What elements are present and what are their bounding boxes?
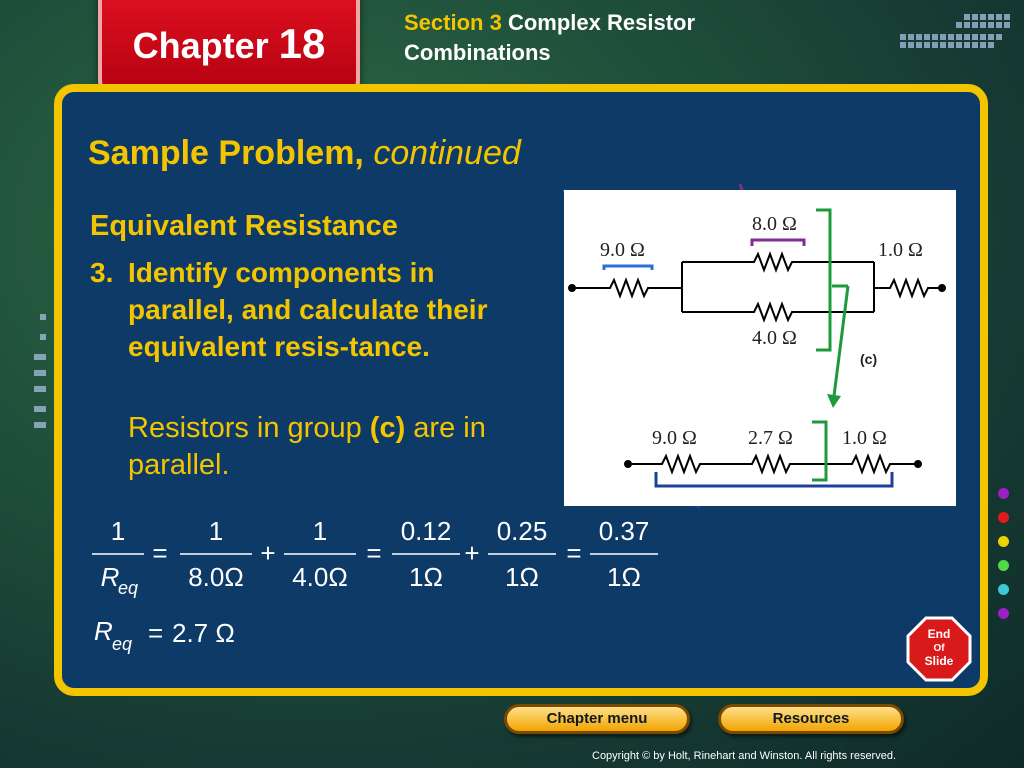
svg-text:=: = [366,538,382,568]
term5-numerator: 0.37 [598,516,650,546]
parallel-resistance-equation [90,512,690,602]
equivalent-resistance-heading: Equivalent Resistance [90,210,398,242]
lhs-numerator: 1 [110,516,126,546]
label-8ohm: 8.0 Ω [752,213,797,235]
purple-bracket [752,240,804,246]
term1-denominator: 8.0Ω [188,562,244,592]
group-c-note [128,410,568,484]
term4-denominator: 1Ω [505,562,539,592]
note-before: Resistors in group [128,412,362,444]
section-title-line1: Complex Resistor [507,10,696,35]
chapter-menu-button[interactable]: Chapter menu [504,704,690,734]
label-2-7ohm: 2.7 Ω [748,427,793,449]
svg-text:+: + [260,538,276,568]
label-4ohm: 4.0 Ω [752,327,797,349]
note-group: (c) [369,412,406,444]
term3-denominator: 1Ω [409,562,443,592]
bullet-yellow [998,536,1009,547]
slide-title [88,134,521,173]
chapter-number: 18 [278,20,326,67]
term3-numerator: 0.12 [400,516,452,546]
svg-text:+: + [464,538,480,568]
circuit-figure [564,190,956,506]
equivalent-resistance-result [94,612,294,656]
label-9ohm-bottom: 9.0 Ω [652,427,697,449]
series-resistor-chain [628,456,918,472]
label-9ohm-top: 9.0 Ω [600,239,645,261]
slide-title-continued: continued [373,134,521,172]
step-3-text [90,254,530,365]
label-group-c: (c) [860,351,878,367]
resources-button[interactable]: Resources [718,704,904,734]
slide-title-main: Sample Problem, [88,134,364,172]
svg-text:=: = [148,618,164,648]
lhs-denominator-var: R [100,562,120,592]
label-1ohm-bottom: 1.0 Ω [842,427,887,449]
result-sub: eq [112,634,133,654]
top-circuit [569,254,945,320]
resistor-1ohm-top [874,280,942,296]
left-dot-grid [34,314,50,434]
end-line2: Of [933,643,945,654]
resistor-8ohm [682,254,874,270]
section-title-line2: Combinations [404,40,551,65]
term1-numerator: 1 [208,516,224,546]
note-after: are in parallel. [128,412,486,481]
green-bracket-bottom [812,422,826,480]
term2-numerator: 1 [312,516,328,546]
bottom-circuit [625,456,921,472]
circuit-diagram [564,190,956,506]
svg-text:=: = [566,538,582,568]
bullet-purple-2 [998,608,1009,619]
end-of-slide-button[interactable] [906,616,972,682]
lhs-denominator-sub: eq [117,578,139,598]
label-1ohm-top: 1.0 Ω [878,239,923,261]
resistor-9ohm-top [572,280,682,296]
bullet-cyan [998,584,1009,595]
chapter-word: Chapter [132,25,269,66]
copyright-text: Copyright © by Holt, Rinehart and Winston. All rights reserved. [592,750,897,762]
term5-denominator: 1Ω [607,562,641,592]
end-line3: Slide [924,654,954,668]
top-right-dot-grid [900,14,1010,54]
result-var: R [94,616,113,646]
section-title [404,8,695,68]
bullet-red [998,512,1009,523]
bullet-purple [998,488,1009,499]
step-number: 3. [90,257,114,288]
bullet-green [998,560,1009,571]
step-body: Identify components in parallel, and calculate their equivalent resis-tance. [128,257,488,362]
svg-text:=: = [152,538,168,568]
term2-denominator: 4.0Ω [292,562,348,592]
green-pointer-arrow [834,286,848,396]
term4-numerator: 0.25 [496,516,548,546]
blue-bracket [604,266,652,270]
result-value: 2.7 Ω [172,618,235,648]
section-word: Section [404,10,484,35]
green-bracket-top [816,210,830,350]
section-number: 3 [489,10,502,35]
end-line1: End [927,627,951,641]
